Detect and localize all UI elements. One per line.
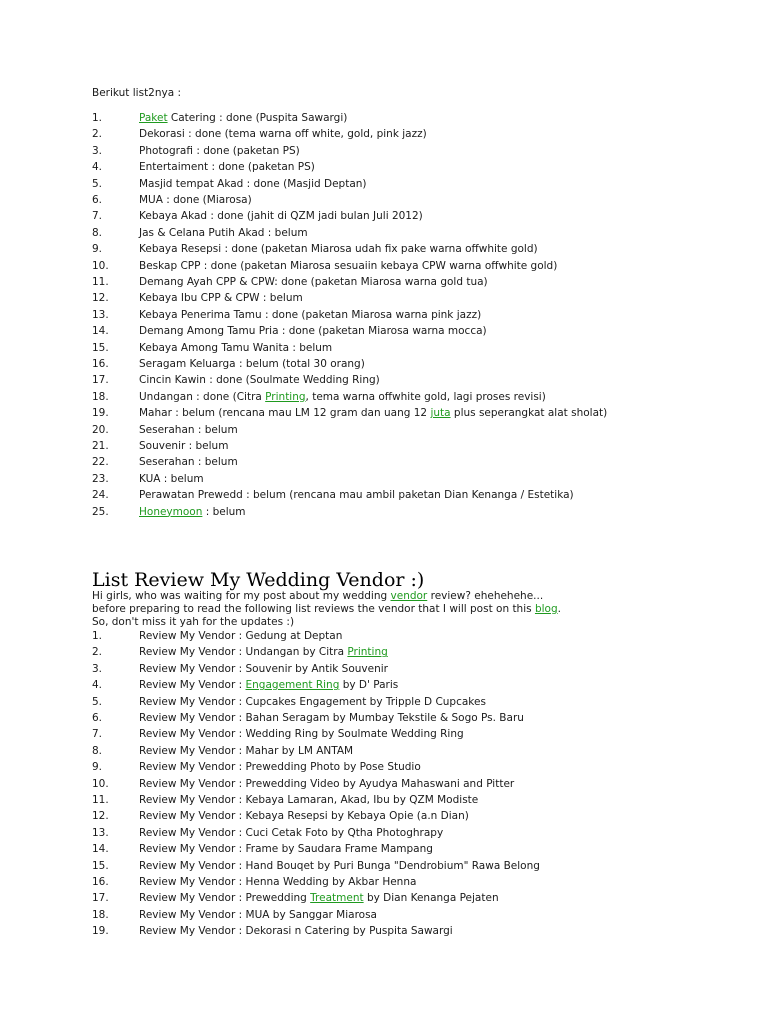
list-item-number: 1.	[92, 630, 103, 642]
list-item-text	[139, 663, 388, 676]
list-item-number: 16.	[92, 358, 109, 370]
intro-line	[92, 603, 561, 616]
list-item-text	[139, 489, 574, 502]
list-item-text	[139, 227, 308, 240]
list-item-text	[139, 145, 300, 158]
text-segment: Review My Vendor : Prewedding Video by Ayudya Mahaswani and Pitter	[139, 777, 515, 790]
list-item-number: 25.	[92, 505, 109, 518]
list-item-text	[139, 260, 557, 273]
text-segment: Photografi : done (paketan PS)	[139, 144, 300, 157]
list-item-text	[139, 391, 546, 404]
text-link[interactable]: Honeymoon	[139, 505, 203, 518]
list-item-text	[139, 876, 416, 889]
list-item-number: 8.	[92, 226, 103, 239]
list-item-number: 7.	[92, 210, 103, 223]
list-item-text	[139, 810, 469, 823]
text-segment: .	[557, 603, 561, 615]
list-item-text	[139, 456, 238, 469]
text-segment: Perawatan Prewedd : belum (rencana mau ambil paketan Dian Kenanga / Estetika)	[139, 489, 574, 502]
text-segment: Hi girls, who was waiting for my post about my wedding	[92, 590, 391, 602]
text-segment: : belum	[202, 505, 246, 518]
list-item-text	[139, 194, 252, 207]
text-segment: Review My Vendor : Bahan Seragam by Mumbay Tekstile & Sogo Ps. Baru	[139, 712, 524, 724]
list-item-text	[139, 679, 398, 692]
text-segment: Entertaiment : done (paketan PS)	[139, 161, 315, 174]
list-item-text	[139, 128, 427, 141]
list-item-text	[139, 909, 377, 922]
list-item-text	[139, 325, 487, 338]
list-item-number: 9.	[92, 243, 103, 256]
text-link[interactable]: Printing	[347, 646, 388, 659]
list-item-number: 5.	[92, 695, 103, 708]
text-segment: Kebaya Resepsi : done (paketan Miarosa udah fix pake warna offwhite gold)	[139, 243, 538, 256]
list-item-number: 24.	[92, 489, 109, 502]
list-item-number: 14.	[92, 325, 109, 338]
text-segment: Review My Vendor : Prewedding	[139, 892, 311, 905]
list-item-text	[139, 210, 423, 223]
list-item-text	[139, 276, 488, 289]
text-link[interactable]: Engagement Ring	[245, 679, 340, 692]
list-item-text	[139, 892, 499, 905]
list-item-text	[139, 778, 514, 791]
list-item-text	[139, 745, 353, 758]
text-segment: Demang Ayah CPP & CPW: done (paketan Miarosa warna gold tua)	[139, 276, 488, 288]
text-segment: Review My Vendor : MUA by Sanggar Miarosa	[139, 908, 377, 921]
list-item-number: 6.	[92, 712, 103, 724]
text-link[interactable]: Treatment	[310, 892, 364, 905]
list-item-text	[139, 161, 315, 174]
list-item-number: 15.	[92, 341, 109, 354]
text-link[interactable]: blog	[534, 603, 558, 615]
list-item-number: 15.	[92, 859, 109, 872]
list-item-number: 16.	[92, 876, 109, 888]
list-item-text	[139, 794, 478, 807]
text-segment: Review My Vendor : Prewedding Photo by Pose Studio	[139, 761, 421, 774]
list-item-number: 4.	[92, 161, 103, 174]
list-item-text	[139, 761, 421, 774]
intro-line	[92, 616, 294, 629]
list-item-number: 11.	[92, 276, 109, 288]
intro-line	[92, 590, 543, 603]
list-item-number: 2.	[92, 128, 103, 141]
text-segment: So, don't miss it yah for the updates :)	[92, 616, 295, 628]
list-item-number: 18.	[92, 390, 109, 403]
list-item-number: 10.	[92, 259, 109, 272]
text-segment: Review My Vendor : Undangan by Citra	[139, 646, 348, 659]
list-item-number: 11.	[92, 794, 109, 806]
text-segment: Review My Vendor : Kebaya Resepsi by Kebaya Opie (a.n Dian)	[139, 810, 469, 823]
list-item-text	[139, 506, 246, 519]
text-segment: Mahar : belum (rencana mau LM 12 gram dan uang 12	[139, 407, 431, 420]
text-segment: Demang Among Tamu Pria : done (paketan Miarosa warna mocca)	[139, 325, 487, 338]
text-segment: Dekorasi : done (tema warna off white, gold, pink jazz)	[139, 128, 427, 141]
text-segment: Review My Vendor : Cupcakes Engagement by Tripple D Cupcakes	[139, 695, 486, 708]
text-segment: Beskap CPP : done (paketan Miarosa sesuaiin kebaya CPW warna offwhite gold)	[139, 259, 558, 272]
list-item-number: 13.	[92, 826, 109, 839]
list-item-text	[139, 424, 238, 437]
list-item-text	[139, 112, 347, 125]
list-item-text	[139, 728, 464, 741]
list-item-text	[139, 358, 365, 371]
text-segment: KUA : belum	[139, 472, 204, 485]
list-item-text	[139, 696, 486, 709]
text-segment: Review My Vendor : Kebaya Lamaran, Akad, Ibu by QZM Modiste	[139, 794, 479, 806]
list-item-number: 1.	[92, 112, 103, 124]
text-segment: plus seperangkat alat sholat)	[450, 407, 608, 420]
list-item-text	[139, 473, 204, 486]
list-item-number: 20.	[92, 423, 109, 436]
text-segment: by D' Paris	[339, 679, 399, 692]
list-item-text	[139, 309, 481, 322]
list-item-number: 18.	[92, 908, 109, 921]
text-link[interactable]: Printing	[265, 390, 306, 403]
list-item-number: 8.	[92, 744, 103, 757]
text-link[interactable]: Paket	[139, 112, 168, 124]
list-item-text	[139, 342, 332, 355]
text-segment: Review My Vendor : Hand Bouqet by Puri Bunga "Dendrobium" Rawa Belong	[139, 859, 540, 872]
text-segment: Seserahan : belum	[139, 456, 238, 469]
list-item-number: 12.	[92, 292, 109, 305]
list-item-number: 23.	[92, 472, 109, 485]
text-segment: Kebaya Among Tamu Wanita : belum	[139, 341, 333, 354]
list-item-text	[139, 243, 538, 256]
section-heading: List Review My Wedding Vendor :)	[92, 569, 425, 591]
text-segment: Review My Vendor : Mahar by LM ANTAM	[139, 744, 354, 757]
text-segment: Seserahan : belum	[139, 423, 238, 436]
list-item-text	[139, 925, 453, 938]
list-item-number: 3.	[92, 662, 103, 675]
text-segment: Review My Vendor : Frame by Saudara Frame Mampang	[139, 843, 433, 856]
text-segment: Seragam Keluarga : belum (total 30 orang)	[139, 358, 365, 370]
text-segment: Kebaya Penerima Tamu : done (paketan Miarosa warna pink jazz)	[139, 308, 482, 321]
list-item-number: 19.	[92, 925, 109, 938]
text-segment: Kebaya Ibu CPP & CPW : belum	[139, 292, 303, 305]
text-segment: Masjid tempat Akad : done (Masjid Deptan)	[139, 177, 367, 190]
list-item-number: 17.	[92, 892, 109, 905]
list-item-number: 5.	[92, 177, 103, 190]
text-segment: by Dian Kenanga Pejaten	[363, 892, 499, 905]
text-segment: Review My Vendor : Souvenir by Antik Souvenir	[139, 662, 388, 675]
list-item-number: 19.	[92, 407, 109, 420]
list-item-number: 6.	[92, 194, 103, 206]
list-item-number: 21.	[92, 440, 109, 452]
list-item-number: 10.	[92, 777, 109, 790]
text-segment: Catering : done (Puspita Sawargi)	[167, 112, 348, 124]
list-item-text	[139, 843, 433, 856]
list-item-number: 7.	[92, 728, 103, 741]
list-item-text	[139, 827, 443, 840]
list-item-number: 22.	[92, 456, 109, 469]
text-segment: Review My Vendor : Cuci Cetak Foto by Qtha Photoghrapy	[139, 826, 444, 839]
list-item-number: 17.	[92, 374, 109, 387]
list-item-text	[139, 630, 342, 643]
list-item-text	[139, 178, 367, 191]
text-segment: Cincin Kawin : done (Soulmate Wedding Ring)	[139, 374, 380, 387]
list-item-number: 14.	[92, 843, 109, 856]
text-link[interactable]: juta	[430, 407, 451, 420]
list-item-number: 2.	[92, 646, 103, 659]
text-segment: Review My Vendor : Gedung at Deptan	[139, 630, 343, 642]
list-item-number: 4.	[92, 679, 103, 692]
list-item-number: 12.	[92, 810, 109, 823]
text-segment: Kebaya Akad : done (jahit di QZM jadi bulan Juli 2012)	[139, 210, 423, 223]
text-segment: review? ehehehehe...	[427, 590, 544, 602]
text-segment: Review My Vendor : Henna Wedding by Akbar Henna	[139, 876, 417, 888]
text-segment: Review My Vendor : Dekorasi n Catering by Puspita Sawargi	[139, 925, 453, 938]
text-segment: Undangan : done (Citra	[139, 390, 266, 403]
list-item-text	[139, 374, 380, 387]
list-item-number: 9.	[92, 761, 103, 774]
list-item-number: 13.	[92, 308, 109, 321]
text-segment: , tema warna offwhite gold, lagi proses revisi)	[305, 390, 546, 403]
text-segment: Review My Vendor :	[139, 679, 246, 692]
list-item-text	[139, 646, 388, 659]
text-segment: Souvenir : belum	[139, 440, 229, 452]
list-item-text	[139, 407, 607, 420]
list-item-text	[139, 860, 540, 873]
list-item-text	[139, 292, 303, 305]
text-segment: Review My Vendor : Wedding Ring by Soulmate Wedding Ring	[139, 728, 464, 741]
list-item-number: 3.	[92, 144, 103, 157]
text-segment: Jas & Celana Putih Akad : belum	[139, 226, 308, 239]
text-segment: MUA : done (Miarosa)	[139, 194, 252, 206]
list-item-text	[139, 440, 228, 453]
text-link[interactable]: vendor	[390, 590, 428, 602]
intro-text: Berikut list2nya :	[92, 87, 182, 99]
text-segment: before preparing to read the following list reviews the vendor that I will post on this	[92, 603, 535, 615]
list-item-text	[139, 712, 524, 725]
